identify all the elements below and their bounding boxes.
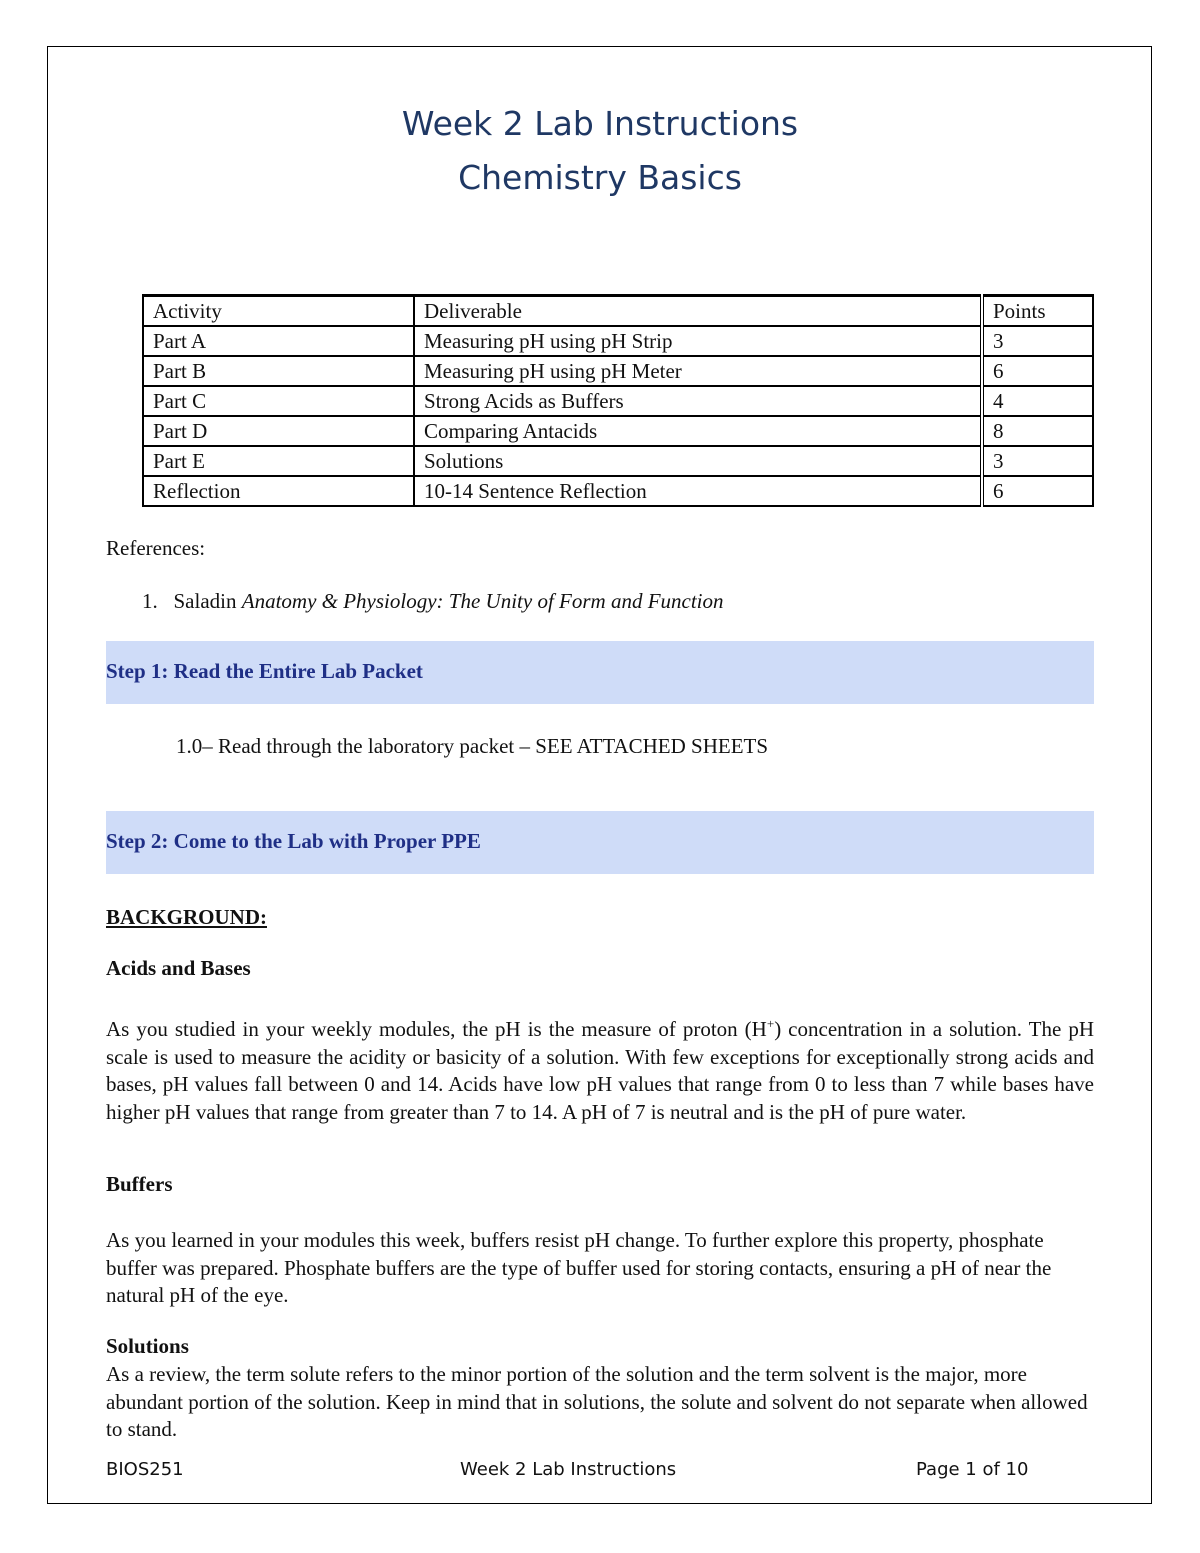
reference-author: Saladin — [173, 589, 237, 613]
table-cell: Part D — [143, 416, 414, 446]
table-cell: Part A — [143, 326, 414, 356]
table-cell: 10-14 Sentence Reflection — [414, 476, 982, 506]
table-cell: Measuring pH using pH Meter — [414, 356, 982, 386]
buffers-paragraph: As you learned in your modules this week, buffers resist pH change. To further explore this property, phosphate buffer was prepared. Phosphate buffers are the type of buffer used for storing contacts, ensuring a pH of near the natural pH of the eye. — [106, 1228, 1052, 1307]
table-cell: Part B — [143, 356, 414, 386]
footer-doc-title: Week 2 Lab Instructions — [460, 1459, 677, 1480]
table-cell: Part E — [143, 446, 414, 476]
footer-page-number: Page 1 of 10 — [916, 1459, 1029, 1480]
page-title: Week 2 Lab Instructions — [401, 104, 799, 143]
solutions-heading: Solutions — [106, 1334, 189, 1358]
points-table — [142, 294, 1094, 507]
step2-heading: Step 2: Come to the Lab with Proper PPE — [106, 829, 481, 853]
table-row — [143, 446, 1093, 476]
reference-item — [142, 587, 724, 615]
footer-course: BIOS251 — [106, 1459, 184, 1480]
acids-heading: Acids and Bases — [106, 956, 251, 980]
step1-heading: Step 1: Read the Entire Lab Packet — [106, 659, 423, 683]
acids-paragraph — [106, 1010, 1094, 1126]
table-cell: 6 — [982, 356, 1093, 386]
step1-banner — [106, 641, 1094, 704]
acids-text-a: As you studied in your weekly modules, the pH is the measure of proton (H — [106, 1017, 767, 1041]
table-cell: Solutions — [414, 446, 982, 476]
table-header-cell: Points — [982, 296, 1093, 327]
solutions-paragraph: As a review, the term solute refers to the minor portion of the solution and the term solvent is the major, more abundant portion of the solution. Keep in mind that in solutions, the solute and solvent do not separate when allowed to stand. — [106, 1362, 1088, 1441]
reference-title: Anatomy & Physiology: The Unity of Form and Function — [241, 589, 724, 613]
table-row — [143, 416, 1093, 446]
table-cell: Part C — [143, 386, 414, 416]
table-row — [143, 326, 1093, 356]
table-header-cell: Deliverable — [414, 296, 982, 327]
reference-number: 1. — [142, 589, 158, 613]
table-cell: 3 — [982, 326, 1093, 356]
background-label: BACKGROUND: — [106, 905, 267, 929]
table-cell: Reflection — [143, 476, 414, 506]
table-cell: Comparing Antacids — [414, 416, 982, 446]
acids-text-b: ) concentration in a solution. The pH scale is used to measure the acidity or basicity of a solution. With few exceptions for exceptionally strong acids and bases, pH values fall between 0 and 14. Acids have low pH values that range from 0 to less than 7 while bases have higher pH values that range from greater than 7 to 14. A pH of 7 is neutral and is the pH of pure water. — [106, 1017, 1094, 1124]
table-cell: Measuring pH using pH Strip — [414, 326, 982, 356]
table-header-row — [143, 296, 1093, 327]
step1-item: 1.0– Read through the laboratory packet – SEE ATTACHED SHEETS — [176, 734, 769, 758]
table-header-cell: Activity — [143, 296, 414, 327]
buffers-heading: Buffers — [106, 1172, 173, 1196]
table-cell: 4 — [982, 386, 1093, 416]
table-row — [143, 356, 1093, 386]
references-label: References: — [106, 536, 206, 560]
table-cell: 3 — [982, 446, 1093, 476]
acids-superscript: + — [766, 1016, 775, 1031]
table-row — [143, 386, 1093, 416]
page-subtitle: Chemistry Basics — [458, 158, 742, 197]
table-cell: 8 — [982, 416, 1093, 446]
table-row — [143, 476, 1093, 506]
step2-banner — [106, 811, 1094, 874]
table-cell: 6 — [982, 476, 1093, 506]
table-cell: Strong Acids as Buffers — [414, 386, 982, 416]
